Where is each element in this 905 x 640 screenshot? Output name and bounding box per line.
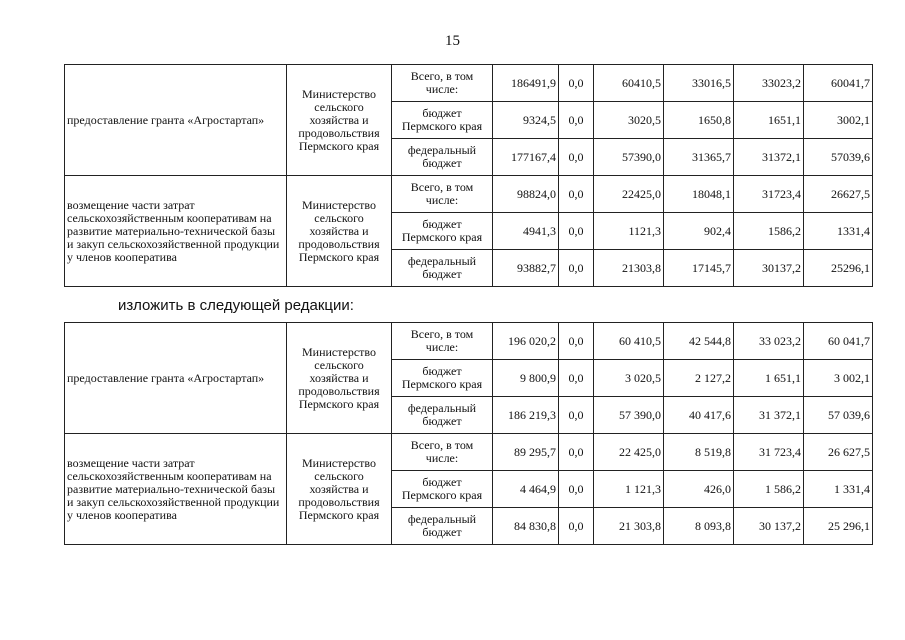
funding-source: Всего, в том числе: bbox=[392, 65, 493, 102]
amount-cell: 196 020,2 bbox=[493, 323, 559, 360]
amount-cell: 9324,5 bbox=[493, 102, 559, 139]
amount-cell: 1 331,4 bbox=[804, 471, 873, 508]
amount-cell: 1 586,2 bbox=[734, 471, 804, 508]
amount-cell: 9 800,9 bbox=[493, 360, 559, 397]
amount-cell: 60 041,7 bbox=[804, 323, 873, 360]
amount-cell: 0,0 bbox=[559, 434, 594, 471]
page-number: 15 bbox=[445, 33, 460, 49]
measure-name: предоставление гранта «Агростартап» bbox=[65, 323, 287, 434]
measure-name: предоставление гранта «Агростартап» bbox=[65, 65, 287, 176]
amount-cell: 17145,7 bbox=[664, 250, 734, 287]
amount-cell: 21303,8 bbox=[594, 250, 664, 287]
amount-cell: 0,0 bbox=[559, 250, 594, 287]
amount-cell: 31365,7 bbox=[664, 139, 734, 176]
amount-cell: 57 390,0 bbox=[594, 397, 664, 434]
amount-cell: 1586,2 bbox=[734, 213, 804, 250]
amount-cell: 26 627,5 bbox=[804, 434, 873, 471]
measure-name: возмещение части затрат сельскохозяйственным кооперативам на развитие материально-технической базы и закуп сельскохозяйственной продукции у членов кооператива bbox=[65, 176, 287, 287]
amount-cell: 42 544,8 bbox=[664, 323, 734, 360]
amount-cell: 40 417,6 bbox=[664, 397, 734, 434]
agency-name: Министерство сельского хозяйства и продовольствия Пермского края bbox=[287, 434, 392, 545]
amount-cell: 21 303,8 bbox=[594, 508, 664, 545]
agency-name: Министерство сельского хозяйства и продовольствия Пермского края bbox=[287, 176, 392, 287]
amount-cell: 1331,4 bbox=[804, 213, 873, 250]
amount-cell: 60410,5 bbox=[594, 65, 664, 102]
funding-source: федеральный бюджет bbox=[392, 508, 493, 545]
budget-table-new bbox=[64, 322, 873, 545]
table-row bbox=[65, 65, 873, 102]
amount-cell: 8 519,8 bbox=[664, 434, 734, 471]
amount-cell: 18048,1 bbox=[664, 176, 734, 213]
amount-cell: 1121,3 bbox=[594, 213, 664, 250]
amount-cell: 57 039,6 bbox=[804, 397, 873, 434]
amount-cell: 31372,1 bbox=[734, 139, 804, 176]
amount-cell: 177167,4 bbox=[493, 139, 559, 176]
amount-cell: 3020,5 bbox=[594, 102, 664, 139]
funding-source: Всего, в том числе: bbox=[392, 176, 493, 213]
amount-cell: 0,0 bbox=[559, 65, 594, 102]
amount-cell: 0,0 bbox=[559, 508, 594, 545]
amount-cell: 0,0 bbox=[559, 176, 594, 213]
amount-cell: 3002,1 bbox=[804, 102, 873, 139]
amount-cell: 30 137,2 bbox=[734, 508, 804, 545]
amount-cell: 8 093,8 bbox=[664, 508, 734, 545]
table-row bbox=[65, 323, 873, 360]
amount-cell: 0,0 bbox=[559, 360, 594, 397]
amount-cell: 31 723,4 bbox=[734, 434, 804, 471]
amount-cell: 1650,8 bbox=[664, 102, 734, 139]
amount-cell: 31 372,1 bbox=[734, 397, 804, 434]
amount-cell: 60 410,5 bbox=[594, 323, 664, 360]
amount-cell: 902,4 bbox=[664, 213, 734, 250]
amount-cell: 0,0 bbox=[559, 139, 594, 176]
amount-cell: 31723,4 bbox=[734, 176, 804, 213]
budget-table-old bbox=[64, 64, 873, 287]
amount-cell: 22 425,0 bbox=[594, 434, 664, 471]
amount-cell: 89 295,7 bbox=[493, 434, 559, 471]
amount-cell: 25296,1 bbox=[804, 250, 873, 287]
funding-source: бюджет Пермского края bbox=[392, 360, 493, 397]
agency-name: Министерство сельского хозяйства и продовольствия Пермского края bbox=[287, 65, 392, 176]
funding-source: бюджет Пермского края bbox=[392, 213, 493, 250]
measure-name: возмещение части затрат сельскохозяйственным кооперативам на развитие материально-технической базы и закуп сельскохозяйственной продукции у членов кооператива bbox=[65, 434, 287, 545]
amount-cell: 22425,0 bbox=[594, 176, 664, 213]
funding-source: федеральный бюджет bbox=[392, 139, 493, 176]
amount-cell: 1651,1 bbox=[734, 102, 804, 139]
agency-name: Министерство сельского хозяйства и продовольствия Пермского края bbox=[287, 323, 392, 434]
amount-cell: 426,0 bbox=[664, 471, 734, 508]
table-row bbox=[65, 434, 873, 471]
amount-cell: 98824,0 bbox=[493, 176, 559, 213]
amount-cell: 60041,7 bbox=[804, 65, 873, 102]
amount-cell: 1 121,3 bbox=[594, 471, 664, 508]
amount-cell: 3 002,1 bbox=[804, 360, 873, 397]
amount-cell: 33023,2 bbox=[734, 65, 804, 102]
amount-cell: 93882,7 bbox=[493, 250, 559, 287]
amount-cell: 33016,5 bbox=[664, 65, 734, 102]
funding-source: Всего, в том числе: bbox=[392, 323, 493, 360]
amount-cell: 0,0 bbox=[559, 471, 594, 508]
amount-cell: 25 296,1 bbox=[804, 508, 873, 545]
amount-cell: 4941,3 bbox=[493, 213, 559, 250]
amount-cell: 4 464,9 bbox=[493, 471, 559, 508]
amount-cell: 186491,9 bbox=[493, 65, 559, 102]
amount-cell: 30137,2 bbox=[734, 250, 804, 287]
amount-cell: 0,0 bbox=[559, 213, 594, 250]
amount-cell: 33 023,2 bbox=[734, 323, 804, 360]
amount-cell: 0,0 bbox=[559, 397, 594, 434]
funding-source: федеральный бюджет bbox=[392, 250, 493, 287]
amount-cell: 57039,6 bbox=[804, 139, 873, 176]
funding-source: бюджет Пермского края bbox=[392, 102, 493, 139]
amount-cell: 2 127,2 bbox=[664, 360, 734, 397]
section-note: изложить в следующей редакции: bbox=[118, 297, 354, 314]
amount-cell: 0,0 bbox=[559, 323, 594, 360]
amount-cell: 26627,5 bbox=[804, 176, 873, 213]
amount-cell: 0,0 bbox=[559, 102, 594, 139]
amount-cell: 57390,0 bbox=[594, 139, 664, 176]
table-row bbox=[65, 176, 873, 213]
funding-source: бюджет Пермского края bbox=[392, 471, 493, 508]
amount-cell: 186 219,3 bbox=[493, 397, 559, 434]
amount-cell: 3 020,5 bbox=[594, 360, 664, 397]
funding-source: Всего, в том числе: bbox=[392, 434, 493, 471]
amount-cell: 1 651,1 bbox=[734, 360, 804, 397]
funding-source: федеральный бюджет bbox=[392, 397, 493, 434]
amount-cell: 84 830,8 bbox=[493, 508, 559, 545]
